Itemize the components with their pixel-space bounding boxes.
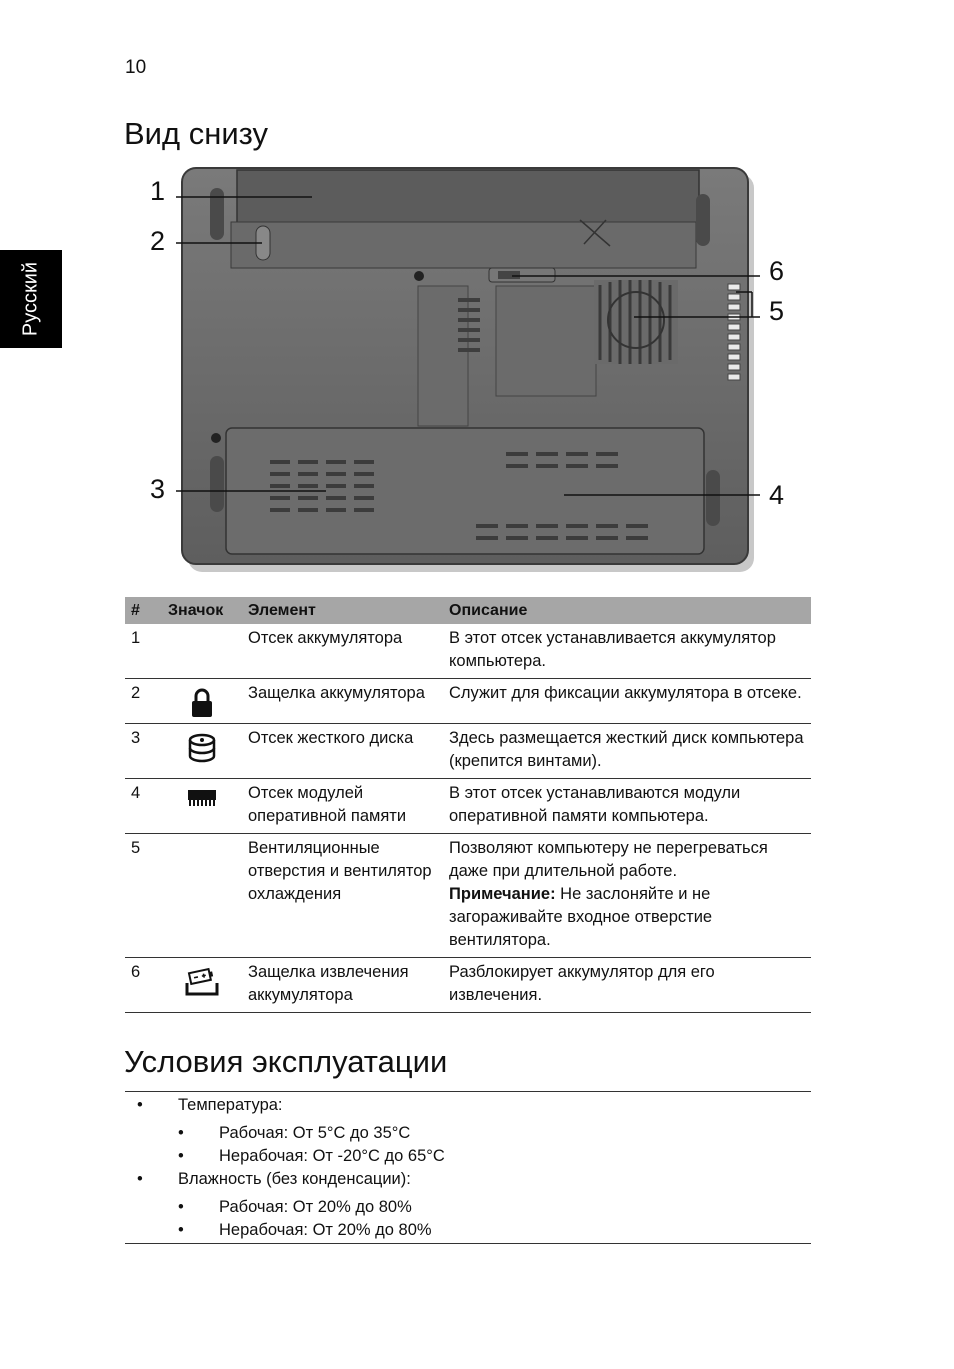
section-title-bottom-view: Вид снизу [124,116,268,151]
language-side-tab-label: Русский [19,261,42,337]
section-title-operating-conditions: Условия эксплуатации [124,1044,448,1079]
laptop-bottom-illustration [140,160,820,580]
row-description: В этот отсек устанавливаются модули оперативной памяти компьютера. [443,779,811,834]
row-number: 5 [125,834,162,958]
list-item: • Нерабочая: От 20% до 80% [125,1219,811,1242]
callout-5: 5 [769,296,785,326]
header-element: Элемент [242,597,443,624]
list-item: • Нерабочая: От -20°C до 65°C [125,1145,811,1168]
header-icon: Значок [162,597,242,624]
hard-disk-icon [187,733,217,763]
callout-4: 4 [769,480,785,510]
conditions-list [125,1094,811,1242]
table-row [125,679,811,724]
callout-2: 2 [150,226,166,256]
row-number: 4 [125,779,162,834]
note-text: Не заслоняйте и не загораживайте входное отверстие вентилятора. [449,885,713,949]
page-number: 10 [125,57,147,78]
callout-3: 3 [150,474,166,504]
header-description: Описание [443,597,811,624]
row-element: Отсек аккумулятора [242,624,443,679]
language-side-tab [0,250,62,348]
callout-6: 6 [769,256,785,286]
note-label: Примечание: [449,885,556,903]
row-description: Позволяют компьютеру не перегреваться даже при длительной работе. [449,839,768,880]
list-item: • Рабочая: От 5°C до 35°C [125,1122,811,1145]
battery-release-icon [184,967,220,997]
row-description: Служит для фиксации аккумулятора в отсеке. [443,679,811,724]
table-header-row [125,597,811,624]
row-element: Защелка извлечения аккумулятора [242,958,443,1013]
lock-icon [191,688,213,718]
table-row [125,779,811,834]
table-row [125,958,811,1013]
table-row [125,724,811,779]
list-item-humidity: • Влажность (без конденсации): [125,1168,811,1191]
table-row [125,834,811,958]
list-item: • Рабочая: От 20% до 80% [125,1196,811,1219]
row-description: Здесь размещается жесткий диск компьютера (крепится винтами). [443,724,811,779]
row-number: 3 [125,724,162,779]
divider [125,1243,811,1244]
row-icon-empty [162,834,242,958]
row-number: 6 [125,958,162,1013]
divider [125,1091,811,1092]
row-icon-empty [162,624,242,679]
components-table [125,597,811,1013]
row-element: Отсек модулей оперативной памяти [242,779,443,834]
row-number: 2 [125,679,162,724]
row-description: Разблокирует аккумулятор для его извлечения. [443,958,811,1013]
row-element: Защелка аккумулятора [242,679,443,724]
header-number: # [125,597,162,624]
memory-module-icon [187,788,217,808]
laptop-bottom-view-figure [140,160,820,580]
table-row [125,624,811,679]
row-description: В этот отсек устанавливается аккумулятор компьютера. [443,624,811,679]
list-item-temperature: • Температура: [125,1094,811,1117]
callout-1: 1 [150,176,166,206]
row-element: Отсек жесткого диска [242,724,443,779]
row-number: 1 [125,624,162,679]
row-element: Вентиляционные отверстия и вентилятор охлаждения [242,834,443,958]
